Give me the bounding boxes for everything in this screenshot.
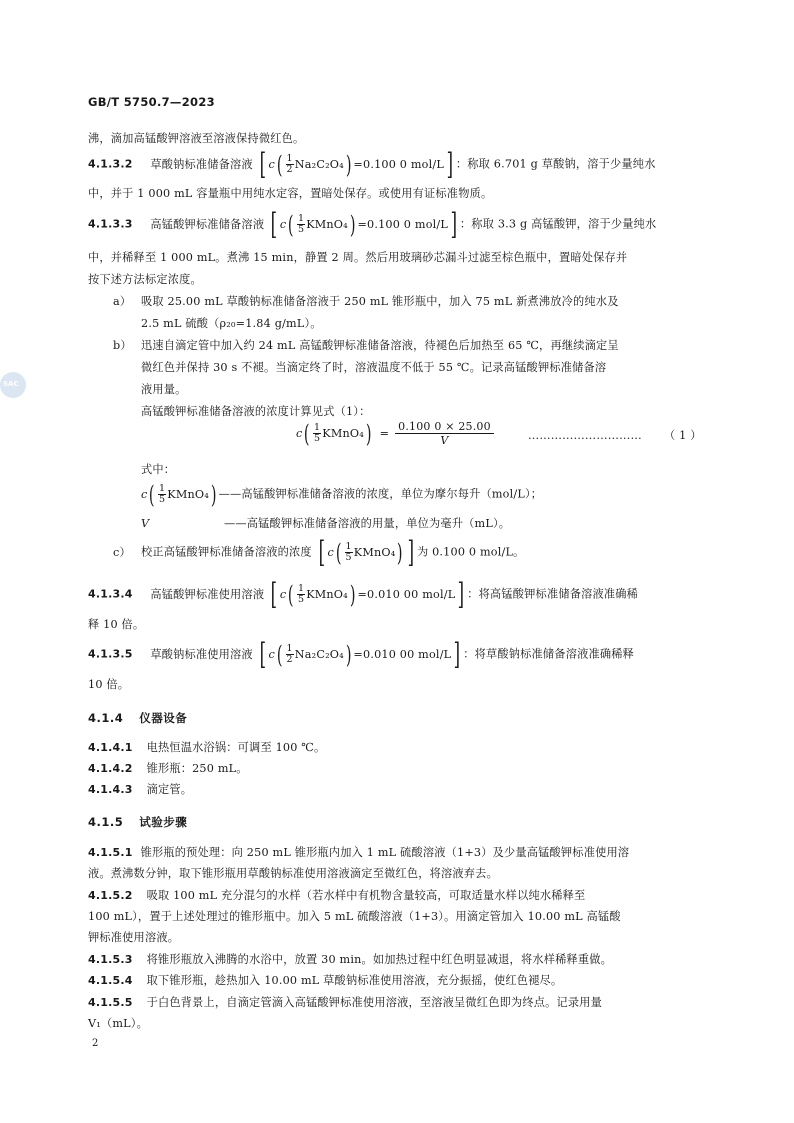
paragraph-line: 释 10 倍。 bbox=[88, 618, 145, 631]
clause-4-1-5-4: 4.1.5.4 取下锥形瓶，趁热加入 10.00 mL 草酸钠标准使用溶液，充分振摇，使红色褪尽。 bbox=[88, 974, 563, 987]
definition-v-text: ——高锰酸钾标准储备溶液的用量，单位为毫升（mL）。 bbox=[224, 517, 511, 530]
paragraph-line: 100 mL），置于上述处理过的锥形瓶中。加入 5 mL 硫酸溶液（1+3）。用滴定管加入 10.00 mL 高锰酸 bbox=[88, 910, 621, 923]
page-number: 2 bbox=[92, 1038, 99, 1049]
paragraph-line: 液。煮沸数分钟，取下锥形瓶用草酸钠标准使用溶液滴定至微红色，将溶液弃去。 bbox=[88, 867, 498, 880]
clause-4-1-5-3: 4.1.5.3 将锥形瓶放入沸腾的水浴中，放置 30 min。如加热过程中红色明显减退，将水样稀释重做。 bbox=[88, 953, 613, 966]
section-heading-4-1-5: 4.1.5 试验步骤 bbox=[88, 815, 188, 829]
clause-text: ：称取 3.3 g 高锰酸钾，溶于少量纯水 bbox=[459, 217, 657, 231]
sac-watermark-logo: SAC bbox=[0, 372, 26, 398]
clause-4-1-3-2 bbox=[88, 146, 656, 182]
concentration-formula: [ c ( $\frac{1}{2}$ Na₂C₂O₄ ) =0.100 0 mol/L ] bbox=[259, 146, 454, 182]
paragraph-line: 中，并于 1 000 mL 容量瓶中用纯水定容，置暗处保存。或使用有证标准物质。 bbox=[88, 187, 493, 200]
list-item-b-line: 微红色并保持 30 s 不褪。当滴定终了时，溶液温度不低于 55 ℃。记录高锰酸钾标准储备溶 bbox=[141, 361, 607, 374]
clause-text: ：将草酸钠标准储备溶液准确稀释 bbox=[463, 647, 635, 661]
clause-number: 4.1.3.2 bbox=[88, 157, 133, 171]
definition-v-symbol: V bbox=[141, 517, 150, 530]
paragraph-line: 10 倍。 bbox=[88, 678, 130, 691]
clause-4-1-3-4 bbox=[88, 576, 639, 612]
clause-number: 4.1.3.3 bbox=[88, 217, 133, 231]
clause-number: 4.1.3.4 bbox=[88, 587, 133, 601]
list-label-c: c） bbox=[113, 546, 131, 559]
paragraph-line: 按下述方法标定浓度。 bbox=[88, 273, 202, 286]
list-item-a-line: 吸取 25.00 mL 草酸钠标准储备溶液于 250 mL 锥形瓶中，加入 75 mL 新煮沸放冷的纯水及 bbox=[141, 295, 619, 308]
clause-4-1-3-3 bbox=[88, 206, 657, 242]
list-label-a: a） bbox=[113, 295, 132, 308]
equation-1: c ( $\frac{1}{5}$ KMnO₄ ) = $\frac{0.100 0 \times 25.00}{V}$ bbox=[296, 420, 494, 447]
concentration-formula: [ c ( $\frac{1}{5}$ KMnO₄ ) =0.010 00 mol/L ] bbox=[270, 576, 465, 612]
list-item-b-line: 液用量。 bbox=[141, 383, 187, 396]
clause-4-1-5-5: 4.1.5.5 于白色背景上，自滴定管滴入高锰酸钾标准使用溶液，至溶液呈微红色即为终点。记录用量 bbox=[88, 996, 603, 1009]
list-item-a-line: 2.5 mL 硫酸（ρ₂₀=1.84 g/mL）。 bbox=[141, 317, 322, 330]
definition-c: c ( $\frac{1}{5}$ KMnO₄ ) ——高锰酸钾标准储备溶液的浓度，单位为摩尔每升（mol/L）； bbox=[141, 480, 543, 509]
clause-4-1-3-5 bbox=[88, 636, 635, 672]
clause-4-1-5-2: 4.1.5.2 吸取 100 mL 充分混匀的水样（若水样中有机物含量较高，可取适量水样以纯水稀释至 bbox=[88, 889, 586, 902]
list-label-b: b） bbox=[113, 339, 132, 352]
clause-text: ：称取 6.701 g 草酸钠，溶于少量纯水 bbox=[455, 157, 656, 171]
section-heading-4-1-4: 4.1.4 仪器设备 bbox=[88, 711, 188, 725]
concentration-formula: [ c ( $\frac{1}{2}$ Na₂C₂O₄ ) =0.010 00 mol/L ] bbox=[259, 636, 461, 672]
paragraph-line: 中，并稀释至 1 000 mL。煮沸 15 min，静置 2 周。然后用玻璃砂芯漏斗过滤至棕色瓶中，置暗处保存并 bbox=[88, 251, 628, 264]
list-item-b-line: 高锰酸钾标准储备溶液的浓度计算见式（1）： bbox=[141, 405, 371, 418]
paragraph-line: 沸，滴加高锰酸钾溶液至溶液保持微红色。 bbox=[88, 132, 305, 145]
clause-text: ：将高锰酸钾标准储备溶液准确稀 bbox=[467, 587, 639, 601]
clause-title: 高锰酸钾标准使用溶液 bbox=[150, 587, 265, 601]
clause-4-1-4-1: 4.1.4.1 电热恒温水浴锅：可调至 100 ℃。 bbox=[88, 741, 326, 754]
list-item-c: 校正高锰酸钾标准储备溶液的浓度 [ c ( $\frac{1}{5}$ KMnO₄ ) ] 为 0.100 0 mol/L。 bbox=[141, 534, 525, 570]
clause-title: 草酸钠标准储备溶液 bbox=[150, 157, 253, 171]
concentration-formula: [ c ( $\frac{1}{5}$ KMnO₄ ) =0.100 0 mol/L ] bbox=[270, 206, 458, 242]
equation-leader-dots: ………………………… bbox=[528, 429, 642, 442]
clause-number: 4.1.3.5 bbox=[88, 647, 133, 661]
clause-4-1-4-3: 4.1.4.3 滴定管。 bbox=[88, 783, 193, 796]
clause-4-1-5-1: 4.1.5.1 锥形瓶的预处理：向 250 mL 锥形瓶内加入 1 mL 硫酸溶液（1+3）及少量高锰酸钾标准使用溶 bbox=[88, 846, 630, 859]
clause-title: 草酸钠标准使用溶液 bbox=[150, 647, 253, 661]
where-label: 式中： bbox=[141, 463, 176, 476]
clause-4-1-4-2: 4.1.4.2 锥形瓶：250 mL。 bbox=[88, 762, 248, 775]
clause-title: 高锰酸钾标准储备溶液 bbox=[150, 217, 265, 231]
standard-code-header: GB/T 5750.7—2023 bbox=[88, 95, 215, 109]
list-item-b-line: 迅速自滴定管中加入约 24 mL 高锰酸钾标准储备溶液，待褪色后加热至 65 ℃，再继续滴定呈 bbox=[141, 339, 619, 352]
paragraph-line: V₁（mL）。 bbox=[88, 1017, 148, 1030]
paragraph-line: 钾标准使用溶液。 bbox=[88, 931, 180, 944]
equation-number: （ 1 ） bbox=[664, 429, 702, 442]
